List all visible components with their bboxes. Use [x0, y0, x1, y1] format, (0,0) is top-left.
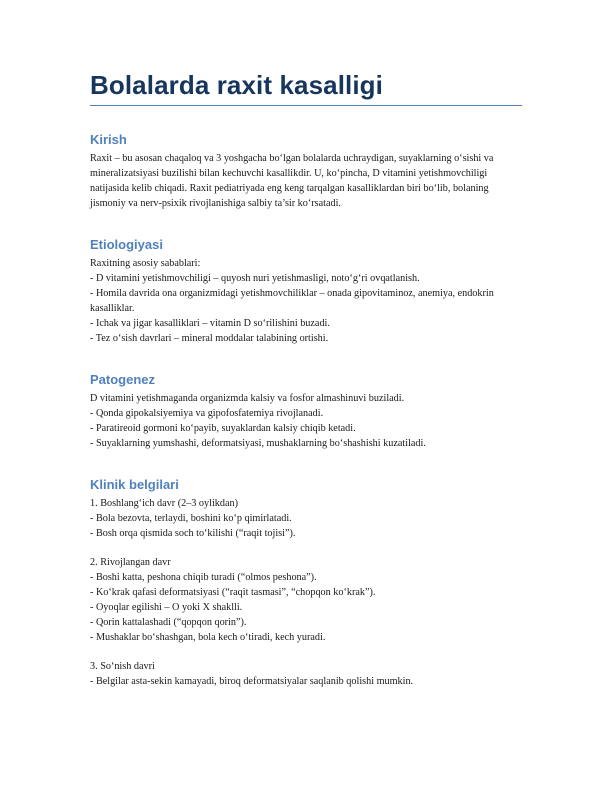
list-item: - Bola bezovta, terlaydi, boshini ko‘p qimirlatadi.	[90, 513, 292, 524]
list-item: - Paratireoid gormoni ko‘payib, suyaklardan kalsiy chiqib ketadi.	[90, 423, 356, 434]
section-patogenez	[90, 372, 522, 451]
stage-title: 3. So‘nish davri	[90, 661, 155, 672]
spacer	[90, 645, 522, 659]
list-item: - D vitamini yetishmovchiligi – quyosh nuri yetishmasligi, noto‘g‘ri ovqatlanish.	[90, 273, 420, 284]
stage-title: 2. Rivojlangan davr	[90, 557, 171, 568]
spacer	[90, 541, 522, 555]
list-item: - Tez o‘sish davrlari – mineral moddalar talabining ortishi.	[90, 333, 329, 344]
section-heading: Etiologiyasi	[90, 237, 163, 252]
list-item: - Boshi katta, peshona chiqib turadi (“olmos peshona”).	[90, 572, 317, 583]
list-item: - Qorin kattalashadi (“qopqon qorin”).	[90, 617, 247, 628]
text-line: D vitamini yetishmaganda organizmda kalsiy va fosfor almashinuvi buziladi.	[90, 393, 405, 404]
document-title: Bolalarda raxit kasalligi	[90, 70, 522, 106]
list-item: - Ko‘krak qafasi deformatsiyasi (“raqit tasmasi”, “chopqon ko‘krak”).	[90, 587, 376, 598]
section-klinik-belgilari	[90, 477, 522, 689]
list-item: - Qonda gipokalsiyemiya va gipofosfatemiya rivojlanadi.	[90, 408, 324, 419]
list-item: - Mushaklar bo‘shashgan, bola kech o‘tiradi, kech yuradi.	[90, 632, 326, 643]
list-item: - Suyaklarning yumshashi, deformatsiyasi, mushaklarning bo‘shashishi kuzatiladi.	[90, 438, 426, 449]
list-item: - Oyoqlar egilishi – O yoki X shaklli.	[90, 602, 243, 613]
text-line: Raxitning asosiy sabablari:	[90, 258, 201, 269]
stage-title: 1. Boshlang‘ich davr (2–3 oylikdan)	[90, 498, 238, 509]
list-item: - Belgilar asta-sekin kamayadi, biroq deformatsiyalar saqlanib qolishi mumkin.	[90, 676, 414, 687]
list-item: - Bosh orqa qismida soch to‘kilishi (“raqit tojisi”).	[90, 528, 296, 539]
section-paragraph: Raxit – bu asosan chaqaloq va 3 yoshgacha bo‘lgan bolalarda uchraydigan, suyaklarning o‘sishi va mineralizatsiyasi buzilishi bilan kechuvchi kasallikdir. U, ko‘pincha, D vitamini yetishmovchiligi natijasida kelib chiqadi. Raxit pediatriyada eng keng tarqalgan kasalliklardan biri bo‘lib, bolaning jismoniy va nerv-psixik rivojlanishiga salbiy ta’sir ko‘rsatadi.	[90, 153, 494, 209]
section-heading: Patogenez	[90, 372, 156, 387]
section-etiologiyasi	[90, 237, 522, 346]
section-heading: Klinik belgilari	[90, 477, 179, 492]
list-item: - Homila davrida ona organizmidagi yetishmovchiliklar – onada gipovitaminoz, anemiya, endokrin kasalliklar.	[90, 288, 494, 314]
section-heading: Kirish	[90, 132, 127, 147]
list-item: - Ichak va jigar kasalliklari – vitamin D so‘rilishini buzadi.	[90, 318, 330, 329]
section-kirish	[90, 132, 522, 211]
